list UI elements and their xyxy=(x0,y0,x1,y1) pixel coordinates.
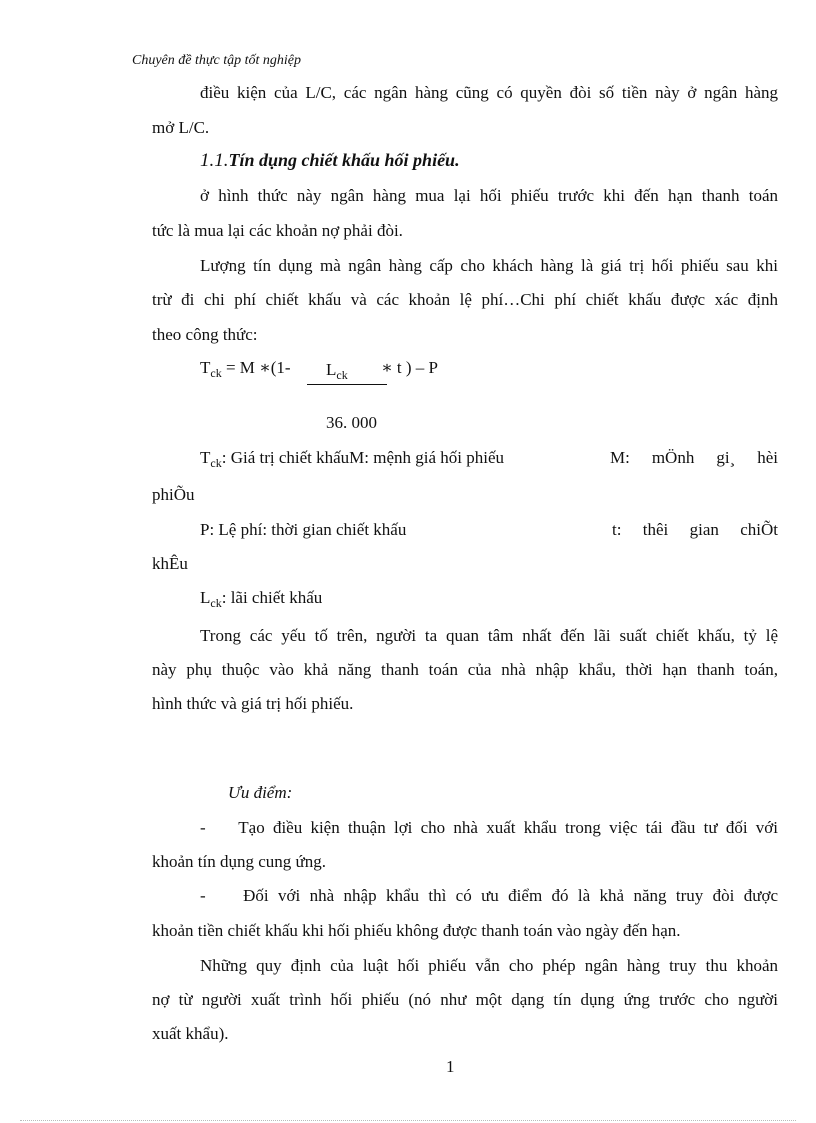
definition-wrap: phiÕu xyxy=(152,485,195,504)
definition-line: $L_{ck}$: lãi chiết khấu xyxy=(200,588,323,610)
formula-numerator: $L_{ck}$ xyxy=(326,360,348,382)
paragraph-line: theo công thức: xyxy=(152,325,258,344)
fraction-bar xyxy=(307,384,387,385)
formula-denominator: 36. 000 xyxy=(326,413,377,432)
paragraph-line: nợ từ người xuất trình hối phiếu (nó như một dạng tín dụng ứng trước cho người xyxy=(152,990,778,1009)
paragraph-line: mở L/C. xyxy=(152,118,210,137)
paragraph-line: Trong các yếu tố trên, người ta quan tâm nhất đến lãi suất chiết khấu, tỷ lệ xyxy=(200,626,778,645)
bullet-line: - Đối với nhà nhập khẩu thì có ưu điểm đó là khả năng truy đòi được xyxy=(200,886,778,905)
discount-formula: $T_{ck} = M$ ∗(1- ∗ t ) – P xyxy=(200,358,438,380)
advantages-title: Ưu điểm: xyxy=(228,783,293,802)
paragraph-line: tức là mua lại các khoản nợ phải đòi. xyxy=(152,221,403,240)
section-number: 1.1. xyxy=(200,150,229,171)
paragraph-line: trừ đi chi phí chiết khấu và các khoản lệ phí…Chi phí chiết khấu được xác định xyxy=(152,290,778,309)
definition-wrap: khÊu xyxy=(152,554,188,573)
section-title: Tín dụng chiết khấu hối phiếu. xyxy=(228,150,460,170)
definition-line: P: Lệ phí: thời gian chiết khấu xyxy=(200,520,407,539)
paragraph-line: hình thức và giá trị hối phiếu. xyxy=(152,694,354,713)
page-bottom-divider xyxy=(20,1120,796,1121)
bullet-line: khoản tín dụng cung ứng. xyxy=(152,852,327,871)
paragraph-line: điều kiện của L/C, các ngân hàng cũng có quyền đòi số tiền này ở ngân hàng xyxy=(200,83,778,102)
definition-column: M: mÖnh gi¸ hèi xyxy=(610,448,778,467)
paragraph-line: này phụ thuộc vào khả năng thanh toán của nhà nhập khẩu, thời hạn thanh toán, xyxy=(152,660,778,679)
paragraph-line: ở hình thức này ngân hàng mua lại hối phiếu trước khi đến hạn thanh toán xyxy=(200,186,778,205)
paragraph-line: Lượng tín dụng mà ngân hàng cấp cho khách hàng là giá trị hối phiếu sau khi xyxy=(200,256,778,275)
section-heading xyxy=(200,150,460,172)
bullet-line: - Tạo điều kiện thuận lợi cho nhà xuất khẩu trong việc tái đầu tư đối với xyxy=(200,818,778,837)
running-header: Chuyên đề thực tập tốt nghiệp xyxy=(132,53,301,68)
paragraph-line: Những quy định của luật hối phiếu vẫn cho phép ngân hàng truy thu khoản xyxy=(200,956,778,975)
paragraph-line: xuất khẩu). xyxy=(152,1024,229,1043)
definition-line: $T_{ck}$: Giá trị chiết khấuM: mệnh giá hối phiếu xyxy=(200,448,505,470)
bullet-line: khoản tiền chiết khấu khi hối phiếu không được thanh toán vào ngày đến hạn. xyxy=(152,921,681,940)
definition-column: t: thêi gian chiÕt xyxy=(612,520,778,539)
page-number: 1 xyxy=(446,1057,455,1076)
